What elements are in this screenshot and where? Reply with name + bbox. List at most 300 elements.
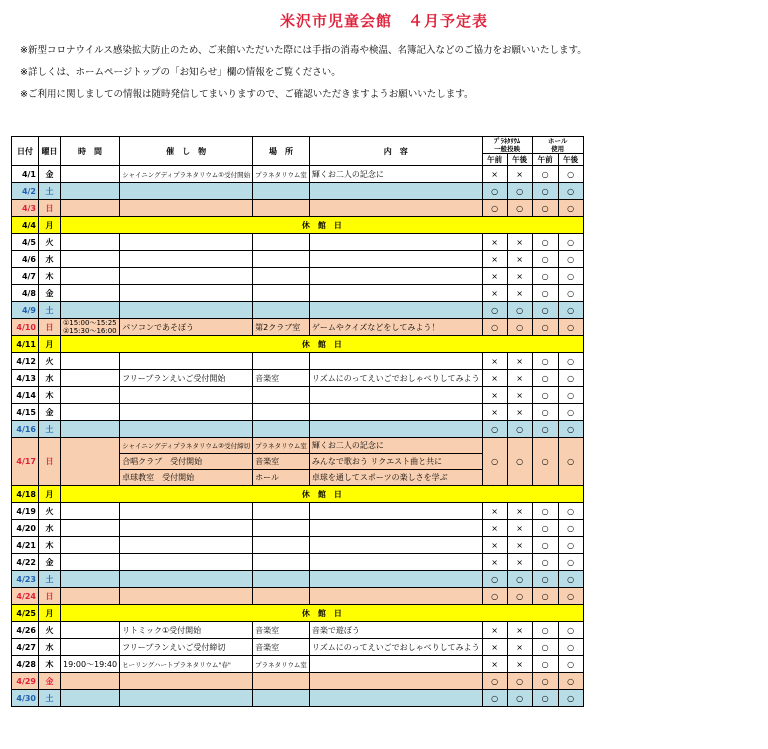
closed-day-cell: 休 館 日 bbox=[61, 605, 584, 622]
place-cell bbox=[253, 404, 310, 421]
availability-mark: ○ bbox=[532, 251, 558, 268]
availability-mark: × bbox=[507, 353, 532, 370]
availability-mark: × bbox=[507, 268, 532, 285]
availability-mark: × bbox=[482, 353, 507, 370]
availability-mark: ○ bbox=[532, 421, 558, 438]
day-cell: 日 bbox=[39, 319, 61, 336]
day-cell: 水 bbox=[39, 251, 61, 268]
content-cell bbox=[309, 285, 482, 302]
event-cell bbox=[120, 421, 253, 438]
header-day: 曜日 bbox=[39, 137, 61, 166]
availability-mark: ○ bbox=[558, 673, 583, 690]
date-cell: 4/28 bbox=[12, 656, 39, 673]
availability-mark: ○ bbox=[507, 690, 532, 707]
table-row bbox=[12, 217, 584, 234]
availability-mark: ○ bbox=[507, 302, 532, 319]
availability-mark: × bbox=[482, 520, 507, 537]
availability-mark: ○ bbox=[507, 588, 532, 605]
content-cell bbox=[309, 404, 482, 421]
date-cell: 4/1 bbox=[12, 166, 39, 183]
place-cell: プラネタリウム室 bbox=[253, 656, 310, 673]
availability-mark: × bbox=[507, 166, 532, 183]
day-cell: 土 bbox=[39, 690, 61, 707]
availability-mark: ○ bbox=[532, 571, 558, 588]
availability-mark: ○ bbox=[482, 319, 507, 336]
availability-mark: × bbox=[507, 656, 532, 673]
place-cell bbox=[253, 353, 310, 370]
availability-mark: ○ bbox=[558, 537, 583, 554]
table-row bbox=[12, 251, 584, 268]
date-cell: 4/9 bbox=[12, 302, 39, 319]
header-pm: 午後 bbox=[507, 154, 532, 166]
time-cell bbox=[61, 554, 120, 571]
date-cell: 4/30 bbox=[12, 690, 39, 707]
table-row bbox=[12, 200, 584, 217]
event-cell bbox=[120, 503, 253, 520]
day-cell: 土 bbox=[39, 183, 61, 200]
availability-mark: ○ bbox=[558, 319, 583, 336]
content-cell bbox=[309, 520, 482, 537]
availability-mark: ○ bbox=[558, 285, 583, 302]
day-cell: 火 bbox=[39, 622, 61, 639]
day-cell: 金 bbox=[39, 404, 61, 421]
header-content: 内 容 bbox=[309, 137, 482, 166]
place-cell: 第2クラブ室 bbox=[253, 319, 310, 336]
availability-mark: ○ bbox=[507, 183, 532, 200]
availability-mark: × bbox=[482, 387, 507, 404]
time-cell bbox=[61, 353, 120, 370]
day-cell: 土 bbox=[39, 421, 61, 438]
availability-mark: ○ bbox=[507, 319, 532, 336]
availability-mark: ○ bbox=[532, 200, 558, 217]
date-cell: 4/25 bbox=[12, 605, 39, 622]
header-planetarium: ﾌﾟﾗﾈﾀﾘｳﾑ 一般投映 bbox=[482, 137, 532, 154]
event-cell bbox=[120, 302, 253, 319]
availability-mark: ○ bbox=[558, 421, 583, 438]
date-cell: 4/6 bbox=[12, 251, 39, 268]
time-cell bbox=[61, 404, 120, 421]
event-cell: フリープランえいご受付開始 bbox=[120, 370, 253, 387]
availability-mark: × bbox=[507, 537, 532, 554]
availability-mark: ○ bbox=[532, 503, 558, 520]
availability-mark: × bbox=[482, 370, 507, 387]
availability-mark: ○ bbox=[532, 370, 558, 387]
note-1: ※新型コロナウイルス感染拡大防止のため、ご来館いただいた際には手指の消毒や検温、名簿記入などのご協力をお願いいたします。 bbox=[20, 45, 587, 56]
day-cell: 水 bbox=[39, 520, 61, 537]
page-title: 米沢市児童会館 ４月予定表 bbox=[279, 12, 488, 30]
header-event: 催 し 物 bbox=[120, 137, 253, 166]
event-cell bbox=[120, 234, 253, 251]
availability-mark: ○ bbox=[532, 673, 558, 690]
place-cell bbox=[253, 588, 310, 605]
day-cell: 金 bbox=[39, 554, 61, 571]
availability-mark: ○ bbox=[532, 285, 558, 302]
availability-mark: × bbox=[482, 166, 507, 183]
day-cell: 月 bbox=[39, 217, 61, 234]
place-cell: プラネタリウム室 bbox=[253, 166, 310, 183]
date-cell: 4/12 bbox=[12, 353, 39, 370]
time-cell bbox=[61, 251, 120, 268]
availability-mark: × bbox=[482, 503, 507, 520]
table-row bbox=[12, 166, 584, 183]
day-cell: 金 bbox=[39, 285, 61, 302]
table-row bbox=[12, 285, 584, 302]
availability-mark: ○ bbox=[482, 673, 507, 690]
date-cell: 4/10 bbox=[12, 319, 39, 336]
availability-mark: ○ bbox=[482, 438, 507, 486]
table-row bbox=[12, 605, 584, 622]
availability-mark: ○ bbox=[558, 404, 583, 421]
table-row bbox=[12, 622, 584, 639]
event-cell bbox=[120, 588, 253, 605]
table-row bbox=[12, 554, 584, 571]
content-cell bbox=[309, 234, 482, 251]
event-cell: ヒーリングハートプラネタリウム"春" bbox=[120, 656, 253, 673]
availability-mark: × bbox=[507, 404, 532, 421]
time-cell bbox=[61, 183, 120, 200]
time-cell: 19:00～19:40 bbox=[61, 656, 120, 673]
time-cell bbox=[61, 520, 120, 537]
place-cell bbox=[253, 234, 310, 251]
content-cell: ゲームやクイズなどをしてみよう！ bbox=[309, 319, 482, 336]
availability-mark: ○ bbox=[532, 554, 558, 571]
table-row bbox=[12, 302, 584, 319]
availability-mark: ○ bbox=[558, 183, 583, 200]
day-cell: 金 bbox=[39, 673, 61, 690]
availability-mark: ○ bbox=[532, 656, 558, 673]
content-cell bbox=[309, 503, 482, 520]
time-cell bbox=[61, 302, 120, 319]
date-cell: 4/14 bbox=[12, 387, 39, 404]
availability-mark: ○ bbox=[558, 234, 583, 251]
availability-mark: ○ bbox=[558, 690, 583, 707]
content-cell: 音楽で遊ぼう bbox=[309, 622, 482, 639]
event-cell bbox=[120, 404, 253, 421]
table-row bbox=[12, 438, 584, 454]
event-cell: 卓球教室 受付開始 bbox=[120, 470, 253, 486]
day-cell: 土 bbox=[39, 571, 61, 588]
note-3: ※ご利用に関しましての情報は随時発信してまいりますので、ご確認いただきますようお願いいたします。 bbox=[20, 89, 474, 100]
content-cell bbox=[309, 251, 482, 268]
availability-mark: ○ bbox=[532, 690, 558, 707]
availability-mark: ○ bbox=[532, 234, 558, 251]
availability-mark: ○ bbox=[558, 571, 583, 588]
event-cell bbox=[120, 690, 253, 707]
header-am: 午前 bbox=[482, 154, 507, 166]
table-row bbox=[12, 370, 584, 387]
availability-mark: ○ bbox=[482, 690, 507, 707]
availability-mark: ○ bbox=[532, 537, 558, 554]
day-cell: 水 bbox=[39, 639, 61, 656]
place-cell bbox=[253, 503, 310, 520]
availability-mark: ○ bbox=[558, 387, 583, 404]
event-cell: フリープランえいご受付締切 bbox=[120, 639, 253, 656]
availability-mark: × bbox=[507, 251, 532, 268]
place-cell bbox=[253, 554, 310, 571]
availability-mark: ○ bbox=[532, 166, 558, 183]
content-cell bbox=[309, 268, 482, 285]
content-cell: 卓球を通してスポーツの楽しさを学ぶ bbox=[309, 470, 482, 486]
time-cell bbox=[61, 387, 120, 404]
availability-mark: ○ bbox=[532, 588, 558, 605]
date-cell: 4/21 bbox=[12, 537, 39, 554]
place-cell bbox=[253, 251, 310, 268]
header-am: 午前 bbox=[532, 154, 558, 166]
event-cell bbox=[120, 285, 253, 302]
place-cell bbox=[253, 183, 310, 200]
availability-mark: × bbox=[507, 520, 532, 537]
event-cell bbox=[120, 554, 253, 571]
time-cell bbox=[61, 200, 120, 217]
time-cell bbox=[61, 370, 120, 387]
event-cell bbox=[120, 537, 253, 554]
day-cell: 火 bbox=[39, 234, 61, 251]
content-cell: リズムにのってえいごでおしゃべりしてみよう bbox=[309, 639, 482, 656]
date-cell: 4/13 bbox=[12, 370, 39, 387]
availability-mark: × bbox=[482, 251, 507, 268]
availability-mark: ○ bbox=[558, 166, 583, 183]
closed-day-cell: 休 館 日 bbox=[61, 217, 584, 234]
availability-mark: ○ bbox=[558, 622, 583, 639]
content-cell bbox=[309, 673, 482, 690]
place-cell bbox=[253, 200, 310, 217]
notes bbox=[20, 44, 750, 110]
availability-mark: × bbox=[482, 622, 507, 639]
table-row bbox=[12, 353, 584, 370]
place-cell bbox=[253, 387, 310, 404]
event-cell bbox=[120, 353, 253, 370]
availability-mark: ○ bbox=[482, 588, 507, 605]
place-cell: ホール bbox=[253, 470, 310, 486]
date-cell: 4/24 bbox=[12, 588, 39, 605]
event-cell: シャイニングディプラネタリウム②受付締切 bbox=[120, 438, 253, 454]
content-cell bbox=[309, 353, 482, 370]
availability-mark: × bbox=[507, 554, 532, 571]
table-row bbox=[12, 588, 584, 605]
event-cell: シャイニングディプラネタリウム①受付開始 bbox=[120, 166, 253, 183]
time-cell: ①15:00～15:25 ②15:30～16:00 bbox=[61, 319, 120, 336]
availability-mark: ○ bbox=[558, 639, 583, 656]
day-cell: 土 bbox=[39, 302, 61, 319]
date-cell: 4/18 bbox=[12, 486, 39, 503]
place-cell: 音楽室 bbox=[253, 639, 310, 656]
day-cell: 木 bbox=[39, 656, 61, 673]
table-row bbox=[12, 571, 584, 588]
table-row bbox=[12, 234, 584, 251]
date-cell: 4/27 bbox=[12, 639, 39, 656]
table-row bbox=[12, 537, 584, 554]
availability-mark: ○ bbox=[558, 588, 583, 605]
closed-day-cell: 休 館 日 bbox=[61, 486, 584, 503]
place-cell bbox=[253, 537, 310, 554]
day-cell: 月 bbox=[39, 336, 61, 353]
content-cell bbox=[309, 302, 482, 319]
table-row bbox=[12, 404, 584, 421]
availability-mark: × bbox=[482, 554, 507, 571]
availability-mark: × bbox=[507, 285, 532, 302]
availability-mark: ○ bbox=[558, 520, 583, 537]
date-cell: 4/16 bbox=[12, 421, 39, 438]
day-cell: 木 bbox=[39, 387, 61, 404]
availability-mark: × bbox=[507, 622, 532, 639]
date-cell: 4/29 bbox=[12, 673, 39, 690]
availability-mark: × bbox=[482, 285, 507, 302]
date-cell: 4/20 bbox=[12, 520, 39, 537]
content-cell bbox=[309, 387, 482, 404]
day-cell: 火 bbox=[39, 503, 61, 520]
date-cell: 4/3 bbox=[12, 200, 39, 217]
availability-mark: ○ bbox=[532, 438, 558, 486]
availability-mark: ○ bbox=[532, 404, 558, 421]
time-cell bbox=[61, 268, 120, 285]
event-cell bbox=[120, 520, 253, 537]
date-cell: 4/5 bbox=[12, 234, 39, 251]
date-cell: 4/22 bbox=[12, 554, 39, 571]
time-cell bbox=[61, 166, 120, 183]
availability-mark: × bbox=[507, 387, 532, 404]
time-cell bbox=[61, 537, 120, 554]
availability-mark: ○ bbox=[558, 200, 583, 217]
date-cell: 4/2 bbox=[12, 183, 39, 200]
time-cell bbox=[61, 622, 120, 639]
date-cell: 4/15 bbox=[12, 404, 39, 421]
time-cell bbox=[61, 503, 120, 520]
availability-mark: × bbox=[507, 503, 532, 520]
place-cell: 音楽室 bbox=[253, 370, 310, 387]
place-cell: プラネタリウム室 bbox=[253, 438, 310, 454]
date-cell: 4/17 bbox=[12, 438, 39, 486]
date-cell: 4/7 bbox=[12, 268, 39, 285]
table-row bbox=[12, 421, 584, 438]
place-cell: 音楽室 bbox=[253, 454, 310, 470]
event-cell bbox=[120, 268, 253, 285]
event-cell bbox=[120, 387, 253, 404]
availability-mark: × bbox=[482, 537, 507, 554]
place-cell bbox=[253, 571, 310, 588]
availability-mark: × bbox=[507, 370, 532, 387]
table-row bbox=[12, 656, 584, 673]
availability-mark: ○ bbox=[558, 503, 583, 520]
content-cell bbox=[309, 421, 482, 438]
time-cell bbox=[61, 421, 120, 438]
content-cell bbox=[309, 183, 482, 200]
closed-day-cell: 休 館 日 bbox=[61, 336, 584, 353]
availability-mark: ○ bbox=[532, 387, 558, 404]
day-cell: 月 bbox=[39, 486, 61, 503]
availability-mark: × bbox=[482, 404, 507, 421]
availability-mark: × bbox=[482, 234, 507, 251]
availability-mark: ○ bbox=[558, 554, 583, 571]
date-cell: 4/23 bbox=[12, 571, 39, 588]
availability-mark: ○ bbox=[532, 268, 558, 285]
day-cell: 火 bbox=[39, 353, 61, 370]
availability-mark: ○ bbox=[558, 656, 583, 673]
header-hall: ホール 使用 bbox=[532, 137, 583, 154]
date-cell: 4/26 bbox=[12, 622, 39, 639]
day-cell: 月 bbox=[39, 605, 61, 622]
table-row bbox=[12, 336, 584, 353]
table-row bbox=[12, 183, 584, 200]
content-cell: みんなで歌おう リクエスト曲と共に bbox=[309, 454, 482, 470]
table-row bbox=[12, 690, 584, 707]
table-row bbox=[12, 319, 584, 336]
availability-mark: ○ bbox=[482, 421, 507, 438]
schedule-table bbox=[11, 136, 584, 707]
availability-mark: ○ bbox=[482, 302, 507, 319]
place-cell bbox=[253, 302, 310, 319]
availability-mark: ○ bbox=[558, 251, 583, 268]
header-time: 時 間 bbox=[61, 137, 120, 166]
day-cell: 日 bbox=[39, 200, 61, 217]
event-cell: リトミック①受付開始 bbox=[120, 622, 253, 639]
event-cell: 合唱クラブ 受付開始 bbox=[120, 454, 253, 470]
content-cell bbox=[309, 588, 482, 605]
place-cell bbox=[253, 520, 310, 537]
availability-mark: ○ bbox=[507, 571, 532, 588]
availability-mark: ○ bbox=[558, 438, 583, 486]
day-cell: 日 bbox=[39, 588, 61, 605]
time-cell bbox=[61, 571, 120, 588]
event-cell bbox=[120, 183, 253, 200]
schedule-body bbox=[12, 166, 584, 707]
availability-mark: ○ bbox=[507, 673, 532, 690]
date-cell: 4/11 bbox=[12, 336, 39, 353]
content-cell bbox=[309, 656, 482, 673]
availability-mark: ○ bbox=[507, 421, 532, 438]
content-cell bbox=[309, 690, 482, 707]
place-cell bbox=[253, 690, 310, 707]
event-cell: パソコンであそぼう bbox=[120, 319, 253, 336]
day-cell: 木 bbox=[39, 268, 61, 285]
content-cell bbox=[309, 554, 482, 571]
table-row bbox=[12, 503, 584, 520]
date-cell: 4/4 bbox=[12, 217, 39, 234]
date-cell: 4/8 bbox=[12, 285, 39, 302]
event-cell bbox=[120, 673, 253, 690]
availability-mark: ○ bbox=[482, 183, 507, 200]
time-cell bbox=[61, 588, 120, 605]
place-cell bbox=[253, 421, 310, 438]
availability-mark: × bbox=[482, 656, 507, 673]
day-cell: 金 bbox=[39, 166, 61, 183]
availability-mark: × bbox=[507, 639, 532, 656]
content-cell: 輝くお二人の記念に bbox=[309, 438, 482, 454]
header-place: 場 所 bbox=[253, 137, 310, 166]
availability-mark: ○ bbox=[558, 302, 583, 319]
availability-mark: ○ bbox=[532, 353, 558, 370]
event-cell bbox=[120, 571, 253, 588]
time-cell bbox=[61, 285, 120, 302]
availability-mark: × bbox=[482, 268, 507, 285]
table-row bbox=[12, 520, 584, 537]
table-row bbox=[12, 387, 584, 404]
content-cell: 輝くお二人の記念に bbox=[309, 166, 482, 183]
availability-mark: ○ bbox=[532, 319, 558, 336]
event-cell bbox=[120, 200, 253, 217]
table-row bbox=[12, 673, 584, 690]
availability-mark: ○ bbox=[532, 302, 558, 319]
date-cell: 4/19 bbox=[12, 503, 39, 520]
availability-mark: ○ bbox=[532, 639, 558, 656]
place-cell bbox=[253, 673, 310, 690]
day-cell: 水 bbox=[39, 370, 61, 387]
time-cell bbox=[61, 673, 120, 690]
day-cell: 日 bbox=[39, 438, 61, 486]
time-cell bbox=[61, 234, 120, 251]
content-cell bbox=[309, 571, 482, 588]
note-2: ※詳しくは、ホームページトップの「お知らせ」欄の情報をご覧ください。 bbox=[20, 67, 341, 78]
table-row bbox=[12, 268, 584, 285]
